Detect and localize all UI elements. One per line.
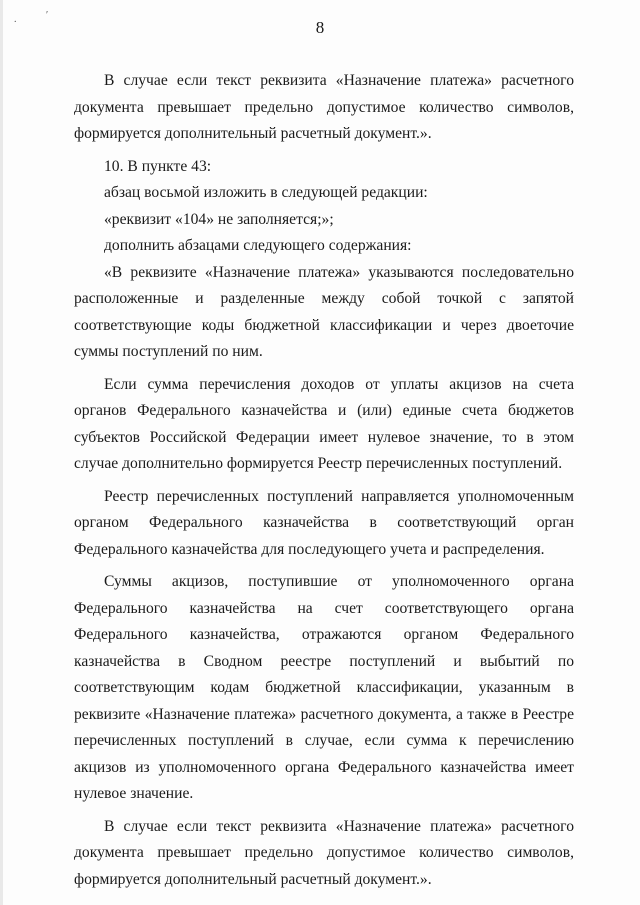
scan-speck: . [14,14,17,25]
paragraph-2: 10. В пункте 43: [104,157,212,175]
paragraph-4: «реквизит «104» не заполняется;»; [104,210,334,228]
paragraph-3: абзац восьмой изложить в следующей редакции: [104,184,428,201]
paragraph-1: В случае если текст реквизита «Назначение платежа» расчетного документа превышает предельно допустимое количество символов, формируется дополнительный расчетный документ.». [74,72,574,142]
paragraph-8: Реестр перечисленных поступлений направляется уполномоченным органом Федерального казначейства в соответствующий орган Федерального казначейства для последующего учета и распределения. [74,487,574,558]
paragraph-9: Суммы акцизов, поступившие от уполномоченного органа Федерального казначейства на счет соответствующего органа Федерального казначейства, отражаются органом Федерального казначейства в Сводном реестре поступлений и выбытий по соответствующим кодам бюджетной классификации, указанным в реквизите «Назначение платежа» расчетного документа, а также в Реестре перечисленных поступлений в случае, если сумма к перечислению акцизов из уполномоченного органа Федерального казначейства имеет нулевое значение. [74,573,574,802]
paragraph-6: «В реквизите «Назначение платежа» указываются последовательно расположенные и разделенные между собой точкой с запятой соответствующие коды бюджетной классификации и через двоеточие суммы поступлений по ним. [74,263,574,360]
scan-speck: ′ [46,10,49,21]
paragraph-7: Если сумма перечисления доходов от уплаты акцизов на счета органов Федерального казначейства и (или) единые счета бюджетов субъектов Российской Федерации имеет нулевое значение, то в этом случае дополнительно формируется Реестр перечисленных поступлений. [74,375,574,472]
document-body [74,68,574,893]
scan-edge [0,0,3,905]
page-number: 8 [315,18,325,37]
paragraph-5: дополнить абзацами следующего содержания: [104,237,412,254]
paragraph-10: В случае если текст реквизита «Назначение платежа» расчетного документа превышает предельно допустимое количество символов, формируется дополнительный расчетный документ.». [74,817,574,888]
